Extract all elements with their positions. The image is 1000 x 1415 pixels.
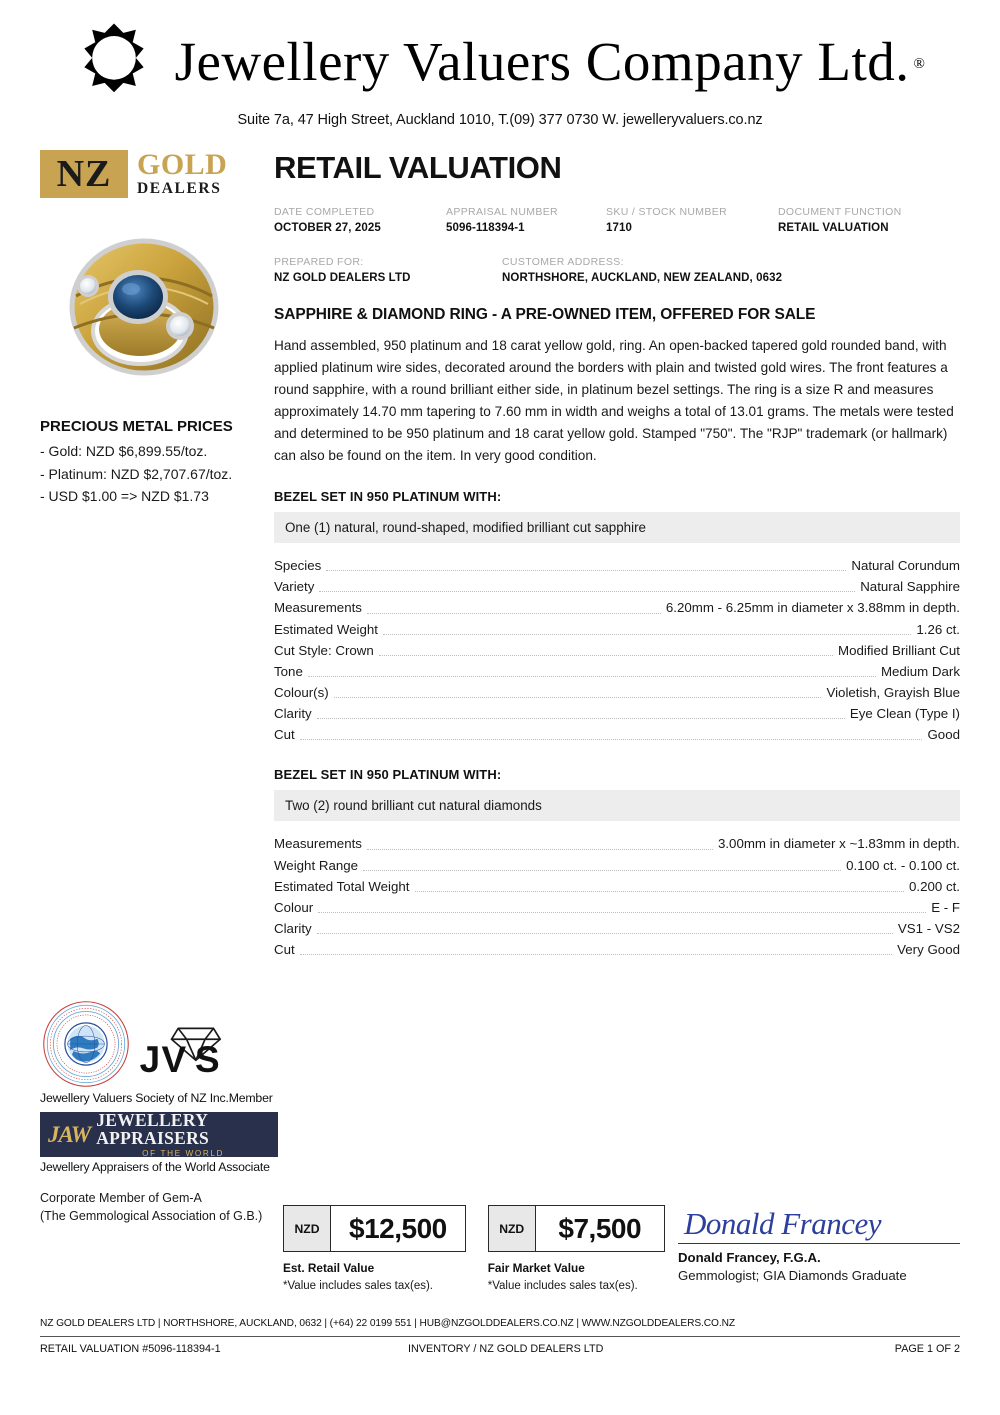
spec-key: Estimated Total Weight [274, 878, 410, 894]
credentials [40, 1000, 280, 1225]
spec-key: Variety [274, 579, 315, 595]
leader-dots [383, 634, 911, 635]
gem-a-line-1: Corporate Member of Gem-A [40, 1191, 202, 1205]
spec-row [274, 724, 960, 745]
spec-row [274, 918, 960, 939]
precious-metal-prices-heading: PRECIOUS METAL PRICES [40, 418, 233, 435]
starburst-logo-icon [75, 22, 153, 100]
spec-row [274, 597, 960, 618]
svg-text:V: V [161, 1038, 187, 1077]
customer-address-value: NORTHSHORE, AUCKLAND, NEW ZEALAND, 0632 [502, 272, 783, 284]
spec-row [274, 855, 960, 876]
registered-trademark-icon: ® [913, 55, 926, 72]
company-address: Suite 7a, 47 High Street, Auckland 1010, T.(09) 377 0730 W. jewelleryvaluers.co.nz [237, 112, 763, 128]
retail-value-box [283, 1205, 466, 1252]
footer [40, 1318, 960, 1355]
spec-key: Colour(s) [274, 684, 329, 700]
spec-row [274, 703, 960, 724]
footer-divider [40, 1336, 960, 1337]
prepared-for-value: NZ GOLD DEALERS LTD [274, 272, 411, 284]
valuation-figures [283, 1205, 665, 1292]
spec-value: Natural Sapphire [860, 579, 960, 595]
sapphire-stone-band: One (1) natural, round-shaped, modified brilliant cut sapphire [274, 512, 960, 543]
spec-row [274, 661, 960, 682]
meta-label: DATE COMPLETED [274, 206, 375, 218]
item-description: Hand assembled, 950 platinum and 18 carat yellow gold, ring. An open-backed tapered gold rounded band, with applied platinum wire sides, decorated around the borders with plain and twisted gold wires. The front features a round sapphire, with a round brilliant either side, in platinum bezel settings. The ring is a size R and measures approximately 14.70 mm tapering to 7.60 mm in width and weighs a total of 13.01 grams. The metals were tested and determined to be 950 platinum and 18 carat yellow gold. Stamped "750". The "RJP" trademark (or hallmark) can also be found on the item. In very good condition. [274, 338, 954, 464]
retail-value-note: *Value includes sales tax(es). [283, 1280, 433, 1292]
spec-row [274, 939, 960, 960]
company-name-text: Jewellery Valuers Company Ltd. [174, 30, 910, 92]
diamond-spec-table [274, 833, 960, 960]
leader-dots [367, 849, 713, 850]
leader-dots [318, 912, 926, 913]
spec-key: Measurements [274, 600, 362, 616]
signatory-name: Donald Francey, F.G.A. [678, 1250, 821, 1265]
gem-a-membership [40, 1190, 280, 1225]
leader-dots [317, 718, 845, 719]
leader-dots [363, 870, 841, 871]
footer-row [40, 1343, 960, 1355]
fair-market-value-amount: $7,500 [558, 1212, 642, 1244]
company-name [174, 30, 926, 92]
jvs-diamond-logo-icon [136, 1025, 280, 1088]
spec-value: 0.200 ct. [908, 878, 960, 894]
spec-value: Eye Clean (Type I) [849, 706, 960, 722]
meta-label: DOCUMENT FUNCTION [778, 206, 902, 218]
nzgd-wordmark [128, 150, 227, 198]
signature-block [678, 1208, 960, 1283]
item-title: SAPPHIRE & DIAMOND RING - A PRE-OWNED ITEM, OFFERED FOR SALE [274, 306, 816, 323]
meta-document-function [778, 206, 958, 234]
customer-meta [274, 256, 960, 284]
leader-dots [334, 697, 822, 698]
spec-row [274, 640, 960, 661]
page-title: RETAIL VALUATION [274, 150, 562, 185]
customer-address-label: CUSTOMER ADDRESS: [502, 256, 624, 268]
spec-row [274, 619, 960, 640]
spec-row [274, 576, 960, 597]
spec-value: 0.100 ct. - 0.100 ct. [846, 857, 960, 873]
leader-dots [319, 591, 855, 592]
spec-key: Clarity [274, 920, 312, 936]
meta-value: OCTOBER 27, 2025 [274, 222, 381, 234]
retail-value-amount: $12,500 [349, 1212, 447, 1244]
body-grid [0, 128, 1000, 960]
spec-value: 1.26 ct. [916, 621, 960, 637]
spec-value: 3.00mm in diameter x ~1.83mm in depth. [717, 836, 960, 852]
svg-text:S: S [195, 1038, 220, 1077]
leader-dots [415, 891, 904, 892]
nz-gold-dealers-logo [40, 150, 248, 198]
nzgd-nz-text: NZ [56, 153, 112, 195]
jewellery-valuers-company-seal-icon [40, 1000, 132, 1088]
fair-market-value-label: Fair Market Value [487, 1261, 585, 1275]
prepared-for [274, 256, 502, 284]
leader-dots [308, 676, 876, 677]
spec-row [274, 833, 960, 854]
jaw-wordmark [96, 1111, 270, 1159]
spec-key: Colour [274, 899, 314, 915]
signature-rule [678, 1243, 960, 1244]
fair-market-value-note: *Value includes sales tax(es). [487, 1280, 638, 1292]
nzgd-dealers-text: DEALERS [137, 179, 222, 197]
signatory-role: Gemmologist; GIA Diamonds Graduate [678, 1268, 907, 1283]
spec-key: Cut [274, 942, 295, 958]
leader-dots [379, 655, 833, 656]
spec-key: Weight Range [274, 857, 359, 873]
jaw-title: JEWELLERY APPRAISERS [96, 1109, 210, 1148]
meta-date-completed [274, 206, 446, 234]
prepared-for-label: PREPARED FOR: [274, 256, 364, 268]
gem-a-line-2: (The Gemmological Association of G.B.) [40, 1208, 263, 1223]
currency-badge: NZD [489, 1206, 536, 1251]
nzgd-gold-text: GOLD [137, 148, 228, 182]
svg-text:J: J [139, 1038, 161, 1077]
spec-value: Modified Brilliant Cut [838, 642, 960, 658]
leader-dots [300, 739, 923, 740]
masthead [0, 0, 1000, 128]
footer-document-ref: RETAIL VALUATION #5096-118394-1 [40, 1343, 221, 1355]
spec-key: Cut Style: Crown [274, 642, 374, 658]
leader-dots [367, 613, 661, 614]
leader-dots [326, 570, 846, 571]
spec-key: Estimated Weight [274, 621, 378, 637]
metal-price-platinum: - Platinum: NZD $2,707.67/toz. [40, 465, 233, 482]
masthead-row [40, 22, 960, 100]
jaw-subtitle: OF THE WORLD [142, 1149, 224, 1159]
credentials-logos [40, 1000, 280, 1088]
sidebar [40, 150, 248, 960]
fair-market-value-group [488, 1205, 665, 1292]
meta-label: APPRAISAL NUMBER [446, 206, 558, 218]
meta-value: 5096-118394-1 [446, 222, 525, 234]
meta-label: SKU / STOCK NUMBER [606, 206, 728, 218]
currency-badge: NZD [284, 1206, 331, 1251]
spec-value: VS1 - VS2 [897, 920, 960, 936]
retail-value-label: Est. Retail Value [283, 1261, 375, 1275]
metal-price-exchange: - USD $1.00 => NZD $1.73 [40, 488, 209, 505]
leader-dots [300, 954, 892, 955]
main-content [274, 150, 960, 960]
diamond-stone-band: Two (2) round brilliant cut natural diamonds [274, 790, 960, 821]
meta-value: 1710 [606, 222, 632, 234]
fair-market-value-box [488, 1205, 665, 1252]
sapphire-spec-table [274, 555, 960, 745]
footer-contact: NZ GOLD DEALERS LTD | NORTHSHORE, AUCKLAND, 0632 | (+64) 22 0199 551 | HUB@NZGOLDDEALERS.CO.NZ | WWW.NZGOLDDEALERS.CO.NZ [40, 1318, 735, 1329]
spec-value: Violetish, Grayish Blue [826, 684, 960, 700]
meta-appraisal-number [446, 206, 606, 234]
footer-page-number: PAGE 1 OF 2 [894, 1343, 960, 1355]
spec-row [274, 682, 960, 703]
spec-row [274, 876, 960, 897]
metal-price-gold: - Gold: NZD $6,899.55/toz. [40, 443, 208, 459]
diamond-section-heading: BEZEL SET IN 950 PLATINUM WITH: [274, 767, 502, 783]
spec-key: Cut [274, 727, 295, 743]
spec-value: E - F [931, 899, 960, 915]
jaw-banner [40, 1109, 278, 1159]
jaw-monogram-icon: JAW [48, 1122, 91, 1147]
spec-value: Natural Corundum [851, 558, 960, 574]
document-meta [274, 206, 960, 234]
sapphire-section-heading: BEZEL SET IN 950 PLATINUM WITH: [274, 489, 502, 505]
signature-script: Donald Francey [684, 1206, 882, 1241]
ring-photo [40, 204, 248, 404]
customer-address [502, 256, 782, 284]
spec-key: Measurements [274, 836, 362, 852]
retail-value-group [283, 1205, 466, 1292]
spec-key: Species [274, 558, 322, 574]
leader-dots [317, 933, 893, 934]
spec-row [274, 897, 960, 918]
spec-key: Clarity [274, 706, 312, 722]
meta-value: RETAIL VALUATION [778, 222, 889, 234]
nzgd-badge [40, 150, 128, 198]
spec-row [274, 555, 960, 576]
jaw-caption: Jewellery Appraisers of the World Associate [40, 1160, 270, 1174]
footer-inventory: INVENTORY / NZ GOLD DEALERS LTD [408, 1343, 604, 1355]
spec-value: Medium Dark [880, 663, 960, 679]
jvs-caption: Jewellery Valuers Society of NZ Inc.Member [40, 1091, 273, 1105]
spec-key: Tone [274, 663, 303, 679]
spec-value: 6.20mm - 6.25mm in diameter x 3.88mm in depth. [665, 600, 960, 616]
spec-value: Good [927, 727, 960, 743]
meta-sku-number [606, 206, 778, 234]
spec-value: Very Good [897, 942, 960, 958]
